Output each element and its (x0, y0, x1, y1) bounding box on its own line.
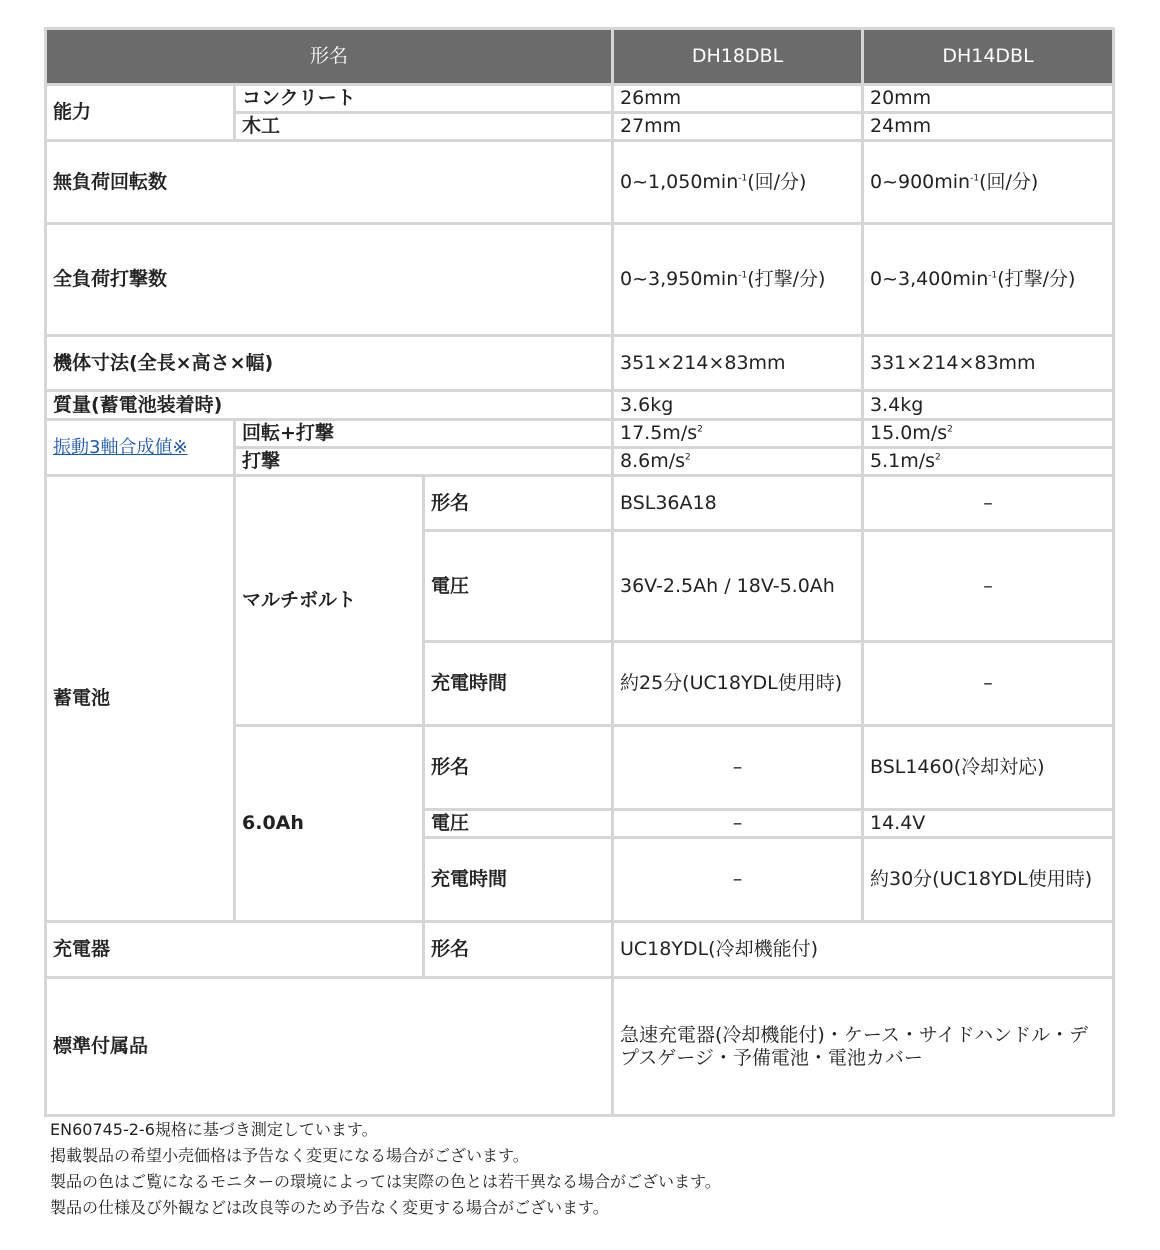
dimensions-a: 351×214×83mm (613, 336, 863, 391)
header-model-b: DH14DBL (863, 29, 1114, 85)
capacity-wood-b: 24mm (863, 113, 1114, 141)
vibration-impact-b: $5.1m/s^2$ (863, 448, 1114, 476)
battery-mv-charge-label: 充電時間 (424, 642, 613, 726)
dimensions-b: 331×214×83mm (863, 336, 1114, 391)
vibration-cell (46, 420, 235, 476)
no-load-speed-b: $0\sim 900\min^{-1}$(回/分) (863, 141, 1114, 224)
capacity-wood-label: 木工 (235, 113, 613, 141)
capacity-concrete-row (46, 85, 1114, 113)
footnote: 製品の仕様及び外観などは改良等のため予告なく変更する場合がございます。 (50, 1198, 609, 1217)
battery-60-charge-label: 充電時間 (424, 838, 613, 922)
battery-60-voltage-b: 14.4V (863, 810, 1114, 838)
vibration-rotary-b: $15.0m/s^2$ (863, 420, 1114, 448)
accessories-value: 急速充電器(冷却機能付)・ケース・サイドハンドル・デプスゲージ・予備電池・電池カバー (613, 978, 1114, 1116)
header-model-a: DH18DBL (613, 29, 863, 85)
weight-a: 3.6kg (613, 391, 863, 420)
battery-60-charge-b: 約30分(UC18YDL使用時) (863, 838, 1114, 922)
accessories-label: 標準付属品 (46, 978, 613, 1116)
battery-60-model-a: – (613, 726, 863, 810)
no-load-speed-a: $0\sim 1,050\min^{-1}$(回/分) (613, 141, 863, 224)
battery-60-charge-a: – (613, 838, 863, 922)
no-load-speed-label: 無負荷回転数 (46, 141, 613, 224)
charger-label: 充電器 (46, 922, 424, 978)
vibration-impact-a: $8.6m/s^2$ (613, 448, 863, 476)
battery-mv-model-a: BSL36A18 (613, 476, 863, 531)
capacity-concrete-a: 26mm (613, 85, 863, 113)
vibration-link[interactable]: 振動3軸合成値※ (53, 437, 188, 459)
battery-mv-charge-a: 約25分(UC18YDL使用時) (613, 642, 863, 726)
battery-multivolt-label: マルチボルト (235, 476, 424, 726)
battery-60-voltage-a: – (613, 810, 863, 838)
battery-60-model-b: BSL1460(冷却対応) (863, 726, 1114, 810)
vibration-impact-label: 打撃 (235, 448, 613, 476)
accessories-row (46, 978, 1114, 1116)
battery-mv-charge-b: – (863, 642, 1114, 726)
capacity-concrete-label: コンクリート (235, 85, 613, 113)
footnotes (50, 1117, 721, 1221)
dimensions-label: 機体寸法(全長×高さ×幅) (46, 336, 613, 391)
capacity-label: 能力 (46, 85, 235, 141)
battery-mv-model-row (46, 476, 1114, 531)
capacity-concrete-b: 20mm (863, 85, 1114, 113)
vibration-rotary-row (46, 420, 1114, 448)
battery-mv-voltage-b: – (863, 531, 1114, 642)
weight-label: 質量(蓄電池装着時) (46, 391, 613, 420)
charger-row (46, 922, 1114, 978)
battery-60-label: 6.0Ah (235, 726, 424, 922)
battery-mv-voltage-a: 36V-2.5Ah / 18V-5.0Ah (613, 531, 863, 642)
battery-mv-model-b: – (863, 476, 1114, 531)
footnote: EN60745-2-6規格に基づき測定しています。 (50, 1120, 378, 1139)
battery-60-model-label: 形名 (424, 726, 613, 810)
header-row (46, 29, 1114, 85)
header-model-label: 形名 (46, 29, 613, 85)
battery-mv-model-label: 形名 (424, 476, 613, 531)
impact-rate-a: $0\sim 3,950\min^{-1}$(打撃/分) (613, 224, 863, 336)
battery-label: 蓄電池 (46, 476, 235, 922)
charger-value: UC18YDL(冷却機能付) (613, 922, 1114, 978)
impact-rate-label: 全負荷打撃数 (46, 224, 613, 336)
capacity-wood-a: 27mm (613, 113, 863, 141)
impact-rate-b: $0\sim 3,400\min^{-1}$(打撃/分) (863, 224, 1114, 336)
charger-model-label: 形名 (424, 922, 613, 978)
weight-b: 3.4kg (863, 391, 1114, 420)
battery-60-voltage-label: 電圧 (424, 810, 613, 838)
vibration-rotary-label: 回転+打撃 (235, 420, 613, 448)
footnote: 製品の色はご覧になるモニターの環境によっては実際の色とは若干異なる場合がございます。 (50, 1172, 721, 1191)
no-load-speed-row (46, 141, 1114, 224)
dimensions-row (46, 336, 1114, 391)
weight-row (46, 391, 1114, 420)
impact-rate-row (46, 224, 1114, 336)
spec-table (44, 27, 1115, 1117)
vibration-rotary-a: $17.5m/s^2$ (613, 420, 863, 448)
footnote: 掲載製品の希望小売価格は予告なく変更になる場合がございます。 (50, 1146, 529, 1165)
battery-mv-voltage-label: 電圧 (424, 531, 613, 642)
